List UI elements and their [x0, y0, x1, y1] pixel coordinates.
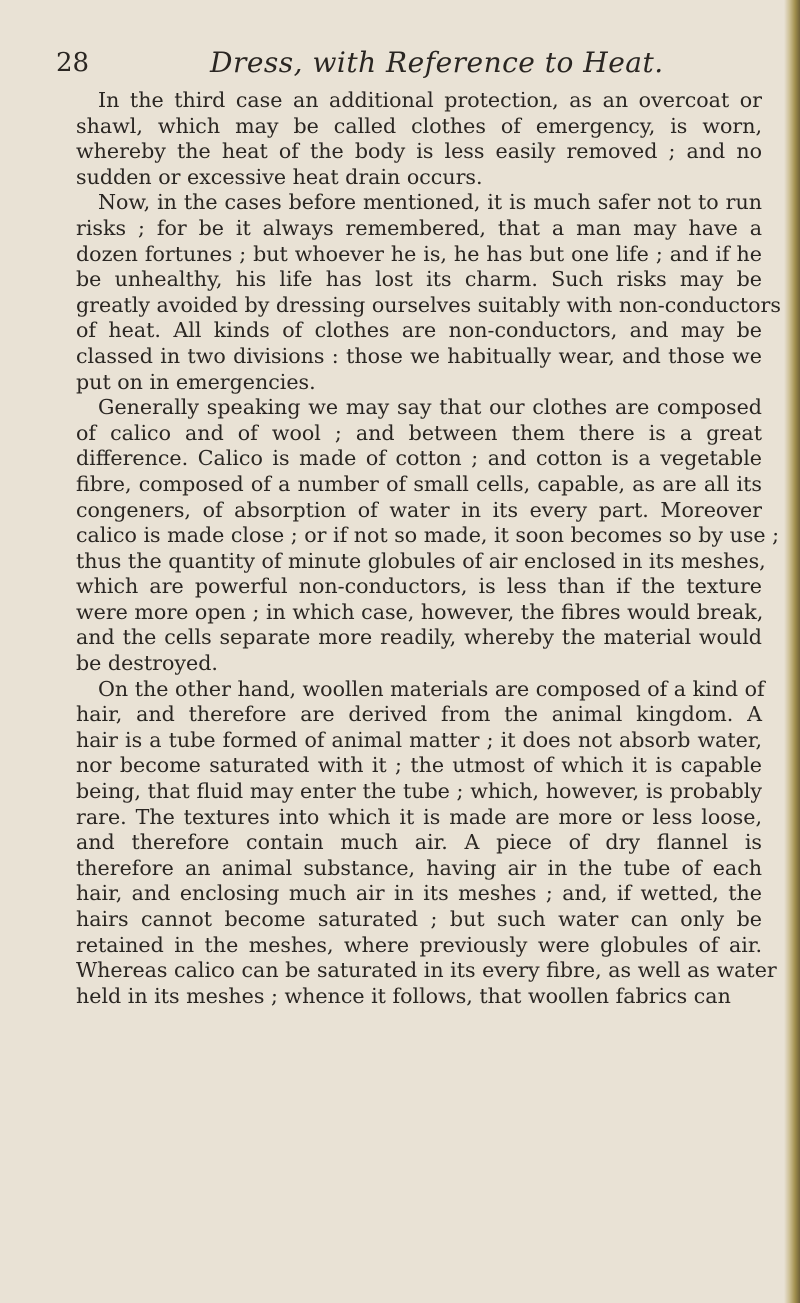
text-line: classed in two divisions : those we habitually wear, and those we: [76, 343, 762, 368]
text-line: sudden or excessive heat drain occurs.: [76, 164, 483, 189]
text-line: nor become saturated with it ; the utmost of which it is capable: [76, 753, 762, 778]
text-line: greatly avoided by dressing ourselves suitably with non-conductors: [76, 292, 781, 317]
text-line: be unhealthy, his life has lost its charm. Such risks may be: [76, 267, 762, 292]
page-edge: [784, 0, 800, 1303]
text-line: thus the quantity of minute globules of air enclosed in its meshes,: [76, 548, 766, 573]
body-text: [76, 88, 781, 1009]
text-line: and therefore contain much air. A piece of dry flannel is: [76, 830, 762, 855]
text-line: being, that fluid may enter the tube ; which, however, is probably: [76, 779, 762, 804]
text-line: risks ; for be it always remembered, that a man may have a: [76, 215, 762, 240]
text-line: dozen fortunes ; but whoever he is, he has but one life ; and if he: [76, 241, 762, 266]
text-line: were more open ; in which case, however, the fibres would break,: [76, 599, 764, 624]
text-line: shawl, which may be called clothes of emergency, is worn,: [76, 113, 762, 138]
text-line: which are powerful non-conductors, is less than if the texture: [76, 574, 762, 599]
text-line: retained in the meshes, where previously were globules of air.: [76, 932, 762, 957]
text-line: therefore an animal substance, having air in the tube of each: [76, 855, 762, 880]
text-line: of heat. All kinds of clothes are non-conductors, and may be: [76, 318, 762, 343]
text-line: hairs cannot become saturated ; but such water can only be: [76, 907, 762, 931]
text-line: of calico and of wool ; and between them there is a great: [76, 420, 762, 445]
text-line: whereby the heat of the body is less easily removed ; and no: [76, 139, 762, 164]
text-line: be destroyed.: [76, 651, 218, 676]
text-line: Now, in the cases before mentioned, it is much safer not to run: [98, 190, 762, 215]
text-line: rare. The textures into which it is made are more or less loose,: [76, 804, 762, 829]
page-number: 28: [56, 48, 90, 78]
text-line: hair, and enclosing much air in its meshes ; and, if wetted, the: [76, 881, 762, 906]
running-title: Dress, with Reference to Heat.: [210, 46, 664, 79]
text-line: On the other hand, woollen materials are composed of a kind of: [98, 676, 765, 701]
text-line: hair, and therefore are derived from the animal kingdom. A: [76, 702, 762, 727]
text-line: congeners, of absorption of water in its every part. Moreover: [76, 497, 762, 522]
text-line: put on in emergencies.: [76, 369, 316, 394]
page-header: [56, 48, 756, 82]
text-line: and the cells separate more readily, whereby the material would: [76, 625, 762, 650]
text-line: fibre, composed of a number of small cells, capable, as are all its: [76, 471, 762, 496]
text-line: Whereas calico can be saturated in its every fibre, as well as water: [76, 958, 777, 983]
text-line: Generally speaking we may say that our clothes are composed: [98, 395, 762, 420]
text-line: held in its meshes ; whence it follows, that woollen fabrics can: [76, 983, 731, 1008]
text-line: hair is a tube formed of animal matter ; it does not absorb water,: [76, 727, 762, 752]
text-line: In the third case an additional protection, as an overcoat or: [98, 88, 762, 112]
text-line: difference. Calico is made of cotton ; and cotton is a vegetable: [76, 446, 762, 471]
text-line: calico is made close ; or if not so made, it soon becomes so by use ;: [76, 523, 780, 548]
